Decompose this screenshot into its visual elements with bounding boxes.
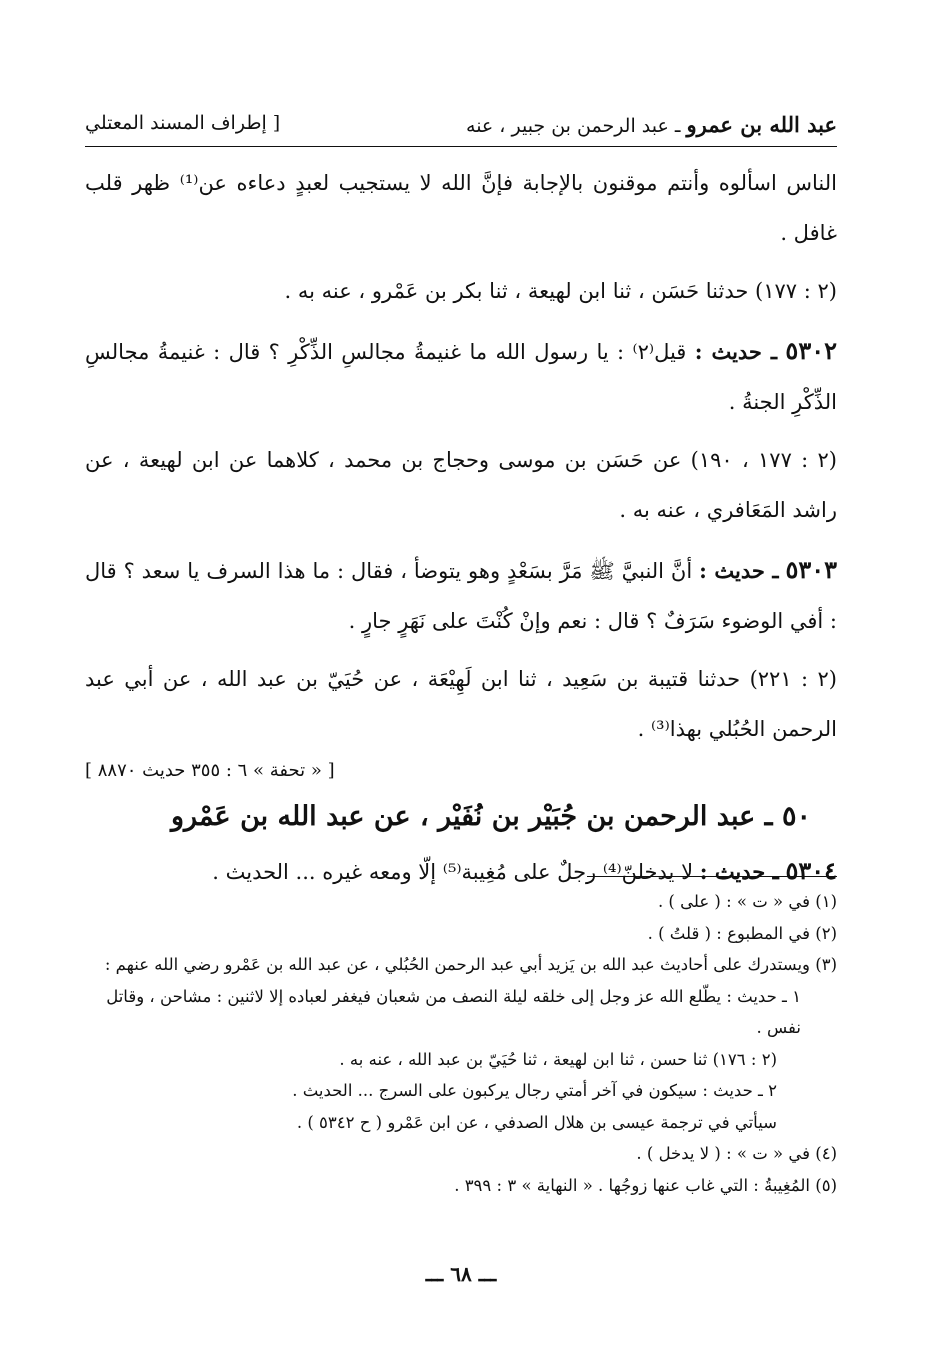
footnote-3-item-1: ١ ـ حديث : يطّلع الله عز وجل إلى خلقه ليلة النصف من شعبان فيغفر لعباده إلا لاثنين : مشاحن ، وقاتل نفس . <box>106 986 801 1037</box>
hadith-5303 <box>85 545 837 646</box>
header-book-title: [ إطراف المسند المعتلي <box>85 112 281 134</box>
running-header <box>85 108 837 148</box>
footnote-3: (٣) ويستدرك على أحاديث عبد الله بن يَزيد أبي عبد الرحمن الحُبُلي ، عن عبد الله بن عَمْرو رضي الله عنهم : <box>104 955 837 974</box>
header-title: عبد الله بن عمرو <box>686 112 837 137</box>
main-text <box>85 158 837 897</box>
hadith-label: ـ حديث : <box>699 558 779 583</box>
isnad-source: (٢ : ٢٢١) حدثنا قتيبة بن سَعِيد ، ثنا ابن لَهِيْعَة ، عن حُيَيّ بن عبد الله ، عن أبي عبد الرحمن الحُبُلي بهذا⁽³⁾ . <box>85 667 837 741</box>
hadith-number: ٥٣٠٢ <box>785 336 837 365</box>
chapter-heading: ٥٠ ـ عبد الرحمن بن جُبَيْر بن نُفَيْر ، عن عبد الله بن عَمْرو <box>171 801 811 832</box>
page-number: ـــ ٦٨ ـــ <box>425 1262 497 1286</box>
isnad-source: (٢ : ١٧٧) حدثنا حَسَن ، ثنا ابن لهيعة ، ثنا بكر بن عَمْرو ، عنه به . <box>284 279 837 303</box>
footnote-3-item-1-source: (٢ : ١٧٦) ثنا حسن ، ثنا ابن لهيعة ، ثنا حُيَيّ بن عبد الله ، عنه به . <box>339 1049 777 1069</box>
header-chapter <box>466 112 837 137</box>
tuhfa-reference: [ « تحفة » ٦ : ٣٥٥ حديث ٨٨٧٠ ] <box>85 760 335 781</box>
header-divider <box>85 146 837 147</box>
footnote-3-item-2-note: سيأتي في ترجمة عيسى بن هلال الصدفي ، عن ابن عَمْرو ( ح ٥٣٤٢ ) . <box>296 1112 777 1132</box>
footnote-5: (٥) المُغِيبةُ : التي غاب عنها زوجُها . « النهاية » ٣ : ٣٩٩ . <box>454 1175 837 1195</box>
paragraph-continuation: الناس اسألوه وأنتم موقنون بالإجابة فإنَّ الله لا يستجيب لعبدٍ دعاءه عن⁽¹⁾ ظهر قلب غافل . <box>85 171 837 245</box>
hadith-label: ـ حديث : <box>699 859 779 884</box>
hadith-number: ٥٣٠٤ <box>785 856 837 885</box>
footnotes <box>85 886 837 1201</box>
footnote-2: (٢) في المطبوع : ( قلتُ ) . <box>647 923 837 943</box>
hadith-text: أنَّ النبيَّ ﷺ مَرَّ بسَعْدٍ وهو يتوضأ ، فقال : ما هذا السرف يا سعد ؟ قال : أفي الوضوء سَرَفٌ ؟ قال : نعم وإنْ كُنْتَ على نَهَرٍ جارٍ . <box>85 559 837 633</box>
hadith-5302 <box>85 326 837 427</box>
hadith-text: قيل⁽٢⁾ : يا رسول الله ما غنيمةُ مجالسِ الذِّكْرِ ؟ قال : غنيمةُ مجالسِ الذِّكْرِ الجنةُ . <box>85 340 837 414</box>
footnote-3-item-2: ٢ ـ حديث : سيكون في آخر أمتي رجال يركبون على السرج ... الحديث . <box>292 1081 777 1100</box>
footnote-divider <box>587 876 837 877</box>
isnad-source: (٢ : ١٧٧ ، ١٩٠) عن حَسَن بن موسى وحجاج بن محمد ، كلاهما عن ابن لهيعة ، عن راشد المَعَافري ، عنه به . <box>85 448 837 522</box>
hadith-label: ـ حديث : <box>694 339 778 364</box>
hadith-text: لا يدخلنّ⁽⁴⁾ رجلٌ على مُغِيبة⁽⁵⁾ إلّا ومعه غيره ... الحديث . <box>212 860 694 884</box>
footnote-4: (٤) في « ت » : ( لا يدخل ) . <box>636 1144 837 1163</box>
book-page <box>85 0 837 1371</box>
hadith-number: ٥٣٠٣ <box>785 555 838 584</box>
header-subtitle: ـ عبد الرحمن بن جبير ، عنه <box>466 115 681 137</box>
footnote-1: (١) في « ت » : ( على ) . <box>657 892 837 911</box>
